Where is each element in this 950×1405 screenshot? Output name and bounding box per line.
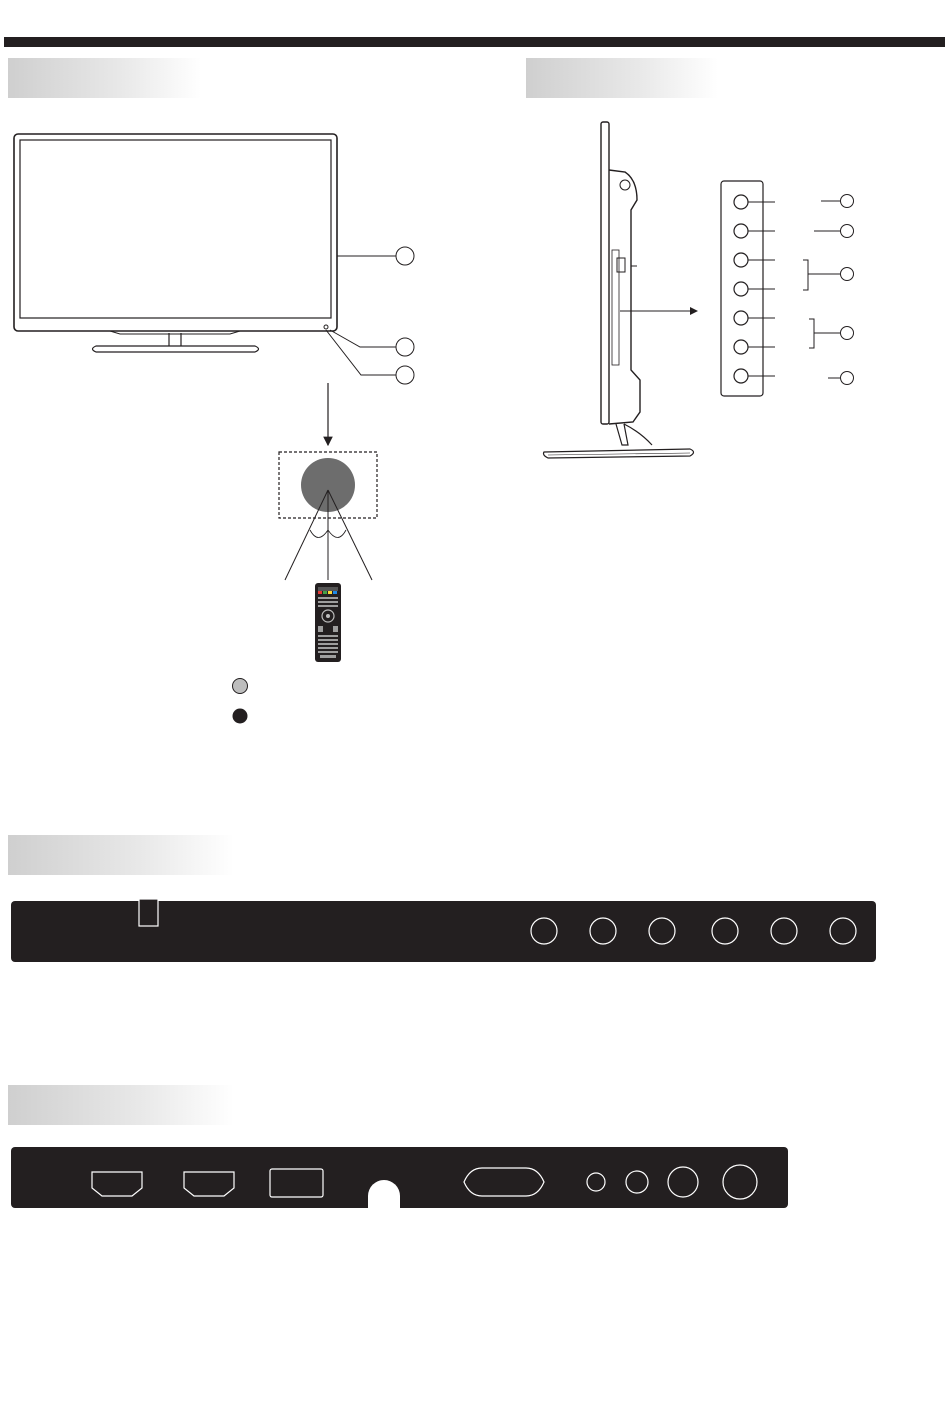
tv-side-view bbox=[544, 122, 698, 458]
callout-circle-2 bbox=[396, 338, 414, 356]
callout-circle-side-4 bbox=[841, 327, 854, 340]
side-button-panel bbox=[721, 181, 775, 396]
side-connector-panel bbox=[11, 899, 876, 962]
side-callouts bbox=[803, 195, 854, 385]
usb-port-icon bbox=[139, 899, 158, 926]
remote-control-icon bbox=[315, 583, 341, 662]
side-button-5 bbox=[734, 311, 748, 325]
side-button-2 bbox=[734, 224, 748, 238]
tv-stand-base bbox=[93, 346, 259, 352]
front-callouts bbox=[326, 247, 414, 384]
tv-side-back bbox=[609, 170, 640, 424]
legend bbox=[233, 679, 248, 724]
side-button-4 bbox=[734, 282, 748, 296]
callout-circle-side-1 bbox=[841, 195, 854, 208]
callout-circle-side-2 bbox=[841, 225, 854, 238]
callout-circle-side-5 bbox=[841, 372, 854, 385]
side-button-1 bbox=[734, 195, 748, 209]
tv-screen bbox=[20, 140, 331, 318]
callout-circle-1 bbox=[396, 247, 414, 265]
black-dot-icon bbox=[233, 709, 248, 724]
side-button-3 bbox=[734, 253, 748, 267]
ir-receiver-detail bbox=[279, 383, 377, 580]
tv-bezel bbox=[14, 134, 337, 331]
side-button-7 bbox=[734, 369, 748, 383]
tv-front-view bbox=[14, 134, 337, 352]
rear-connector-panel bbox=[11, 1147, 788, 1208]
side-button-6 bbox=[734, 340, 748, 354]
tv-side-panel bbox=[601, 122, 609, 424]
callout-circle-3 bbox=[396, 366, 414, 384]
grey-dot-icon bbox=[233, 679, 248, 694]
tv-side-neck bbox=[616, 424, 628, 445]
ir-sensor-icon bbox=[324, 325, 328, 329]
callout-circle-side-3 bbox=[841, 268, 854, 281]
